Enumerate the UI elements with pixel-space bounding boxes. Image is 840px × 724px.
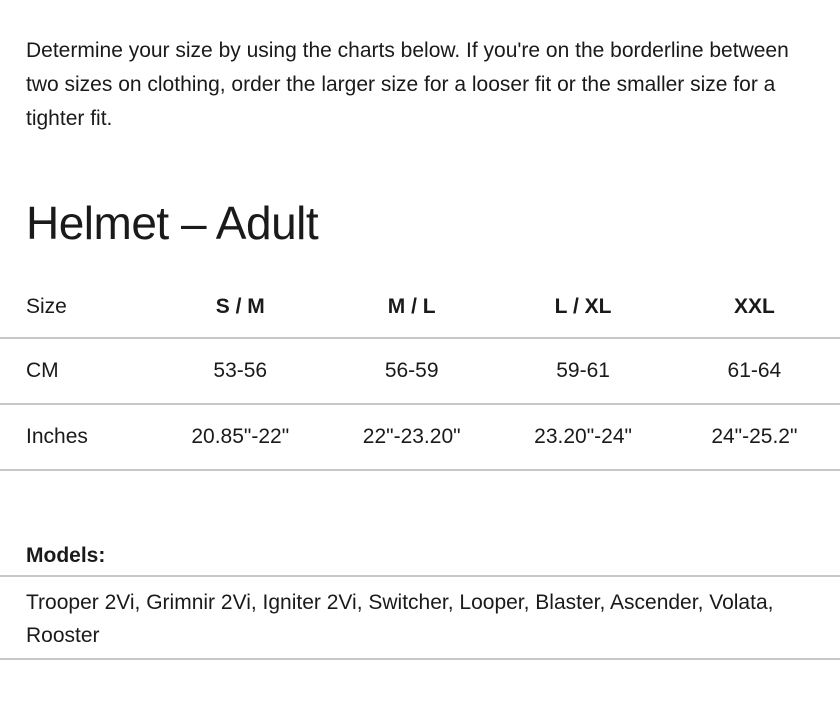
table-cell: 20.85"-22" <box>155 404 326 470</box>
table-row-cm <box>0 338 840 404</box>
row-label-cm: CM <box>0 338 155 404</box>
table-cell: 24"-25.2" <box>669 404 840 470</box>
models-divider <box>0 658 840 660</box>
models-list: Trooper 2Vi, Grimnir 2Vi, Igniter 2Vi, Switcher, Looper, Blaster, Ascender, Volata, Rooster <box>26 591 774 647</box>
table-cell: 61-64 <box>669 338 840 404</box>
page-title: Helmet – Adult <box>26 197 319 249</box>
models-label: Models: <box>26 544 106 567</box>
intro-text: Determine your size by using the charts below. If you're on the borderline between two sizes on clothing, order the larger size for a looser fit or the smaller size for a tighter fit. <box>26 39 789 130</box>
table-cell: 53-56 <box>155 338 326 404</box>
table-cell: 59-61 <box>497 338 668 404</box>
table-cell: 23.20"-24" <box>497 404 668 470</box>
column-header-xxl: XXL <box>733 294 775 318</box>
table-cell: 56-59 <box>326 338 497 404</box>
table-row-inches <box>0 404 840 470</box>
column-header-s-m: S / M <box>215 294 265 318</box>
row-label-inches: Inches <box>0 404 155 470</box>
column-header-l-xl: L / XL <box>554 294 612 318</box>
table-cell: 22"-23.20" <box>326 404 497 470</box>
size-header-label: Size <box>26 294 67 318</box>
helmet-size-table <box>0 276 840 471</box>
column-header-m-l: M / L <box>387 294 436 318</box>
models-divider <box>0 575 840 577</box>
table-header-row <box>0 276 840 338</box>
